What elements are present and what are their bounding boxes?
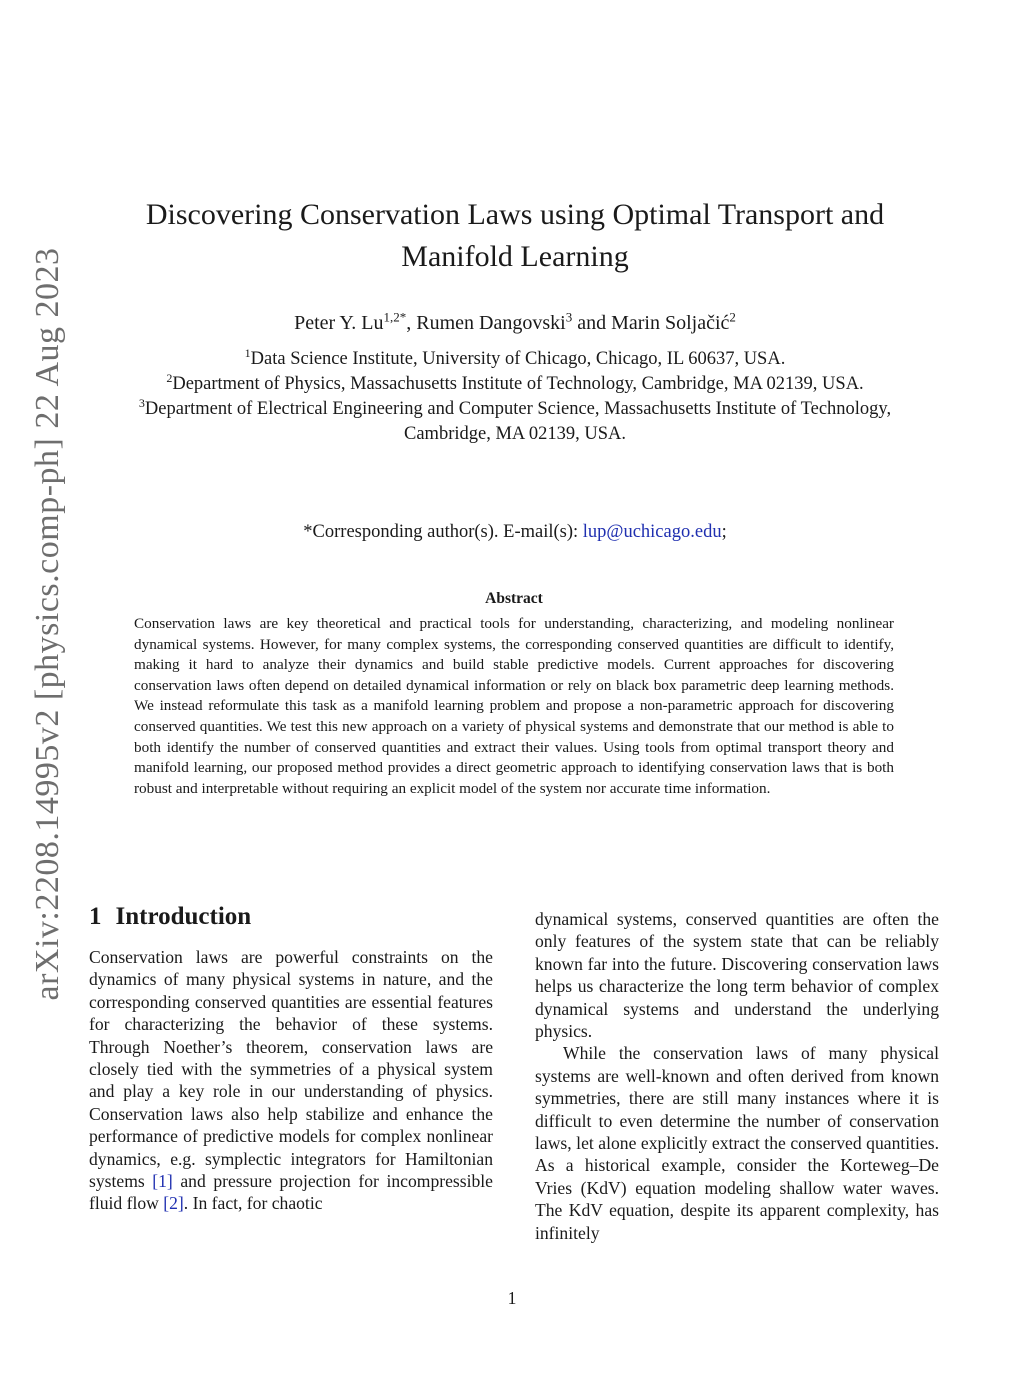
- affiliation-number: 1: [244, 345, 251, 360]
- body-paragraph: While the conservation laws of many physical systems are well-known and often derived from known symmetries, there are still many instances where it is difficult to even determine the number of conservation laws, let alone explicitly extract the conserved quantities. As a historical example, consider the Korteweg–De Vries (KdV) equation modeling shallow water waves. The KdV equation, despite its apparent complexity, has infinitely: [535, 1043, 939, 1243]
- author-separator: and: [572, 312, 612, 334]
- affiliation-text: Data Science Institute, University of Chicago, Chicago, IL 60637, USA.: [250, 349, 786, 369]
- affiliation-list: [105, 347, 925, 447]
- affiliation: [105, 397, 925, 447]
- page-number: 1: [507, 1288, 517, 1308]
- section-number: 1: [89, 903, 102, 930]
- corresponding-prefix: *Corresponding author(s). E-mail(s):: [303, 522, 583, 542]
- section-title: Introduction: [115, 903, 252, 930]
- body-column-left: [89, 946, 493, 1215]
- author-name: Marin Soljačić: [611, 312, 730, 334]
- affiliation: [105, 372, 925, 397]
- affiliation: [105, 347, 925, 372]
- affiliation-text: Department of Physics, Massachusetts Institute of Technology, Cambridge, MA 02139, USA.: [172, 374, 864, 394]
- corresponding-author-line: [105, 519, 925, 545]
- body-text: and pressure projection for incompressible fluid flow: [89, 1171, 493, 1214]
- body-paragraph: dynamical systems, conserved quantities are often the only features of the system state that can be reliably known far into the future. Discovering conservation laws helps us characterize the long term behavior of complex dynamical systems and understand the underlying physics.: [535, 909, 939, 1042]
- author-list: [105, 309, 925, 337]
- arxiv-identifier-stamp: arXiv:2208.14995v2 [physics.comp-ph] 22 Aug 2023: [29, 247, 66, 1001]
- section-heading-introduction: [89, 900, 251, 934]
- paper-title-line-1: Discovering Conservation Laws using Optimal Transport and: [145, 198, 885, 231]
- author-affiliation-mark: 2: [729, 309, 736, 325]
- body-text: Conservation laws are powerful constraints on the dynamics of many physical systems in nature, and the corresponding conserved quantities are essential features for characterizing the behavior of these systems. Through Noether’s theorem, conservation laws are closely tied with the symmetries of a physical system and play a key role in our understanding of physics. Conservation laws also help stabilize and enhance the performance of predictive models for complex nonlinear dynamics, e.g. symplectic integrators for Hamiltonian systems: [89, 947, 493, 1192]
- citation-link[interactable]: [2]: [163, 1193, 184, 1214]
- body-paragraph: [89, 946, 493, 1215]
- author-separator: ,: [406, 312, 417, 334]
- author-name: Rumen Dangovski: [416, 312, 566, 334]
- author-affiliation-mark: 3: [565, 309, 573, 325]
- paper-title: [105, 194, 925, 278]
- paper-title-line-2: Manifold Learning: [401, 240, 629, 273]
- author-email-link[interactable]: lup@uchicago.edu: [582, 522, 722, 542]
- affiliation-number: 3: [138, 395, 145, 410]
- body-column-right: [535, 908, 939, 1244]
- affiliation-text: Department of Electrical Engineering and Computer Science, Massachusetts Institute of Technology, Cambridge, MA 02139, USA.: [144, 399, 892, 444]
- author-affiliation-mark: 1,2*: [383, 309, 407, 325]
- author-name: Peter Y. Lu: [294, 312, 384, 334]
- affiliation-number: 2: [166, 370, 173, 385]
- body-text: . In fact, for chaotic: [183, 1193, 323, 1214]
- corresponding-suffix: ;: [721, 522, 727, 542]
- abstract-heading: Abstract: [485, 590, 543, 607]
- citation-link[interactable]: [1]: [152, 1171, 173, 1192]
- abstract-text: Conservation laws are key theoretical and practical tools for understanding, characterizing, and modeling nonlinear dynamical systems. However, for many complex systems, the corresponding conserved quantities are difficult to identify, making it hard to analyze their dynamics and build stable predictive models. Current approaches for discovering conservation laws often depend on detailed dynamical information or rely on black box parametric deep learning methods. We instead reformulate this task as a manifold learning problem and propose a non-parametric approach for discovering conserved quantities. We test this new approach on a variety of physical systems and demonstrate that our method is able to both identify the number of conserved quantities and extract their values. Using tools from optimal transport theory and manifold learning, our proposed method provides a direct geometric approach to identifying conservation laws that is both robust and interpretable without requiring an explicit model of the system nor accurate time information.: [134, 615, 894, 797]
